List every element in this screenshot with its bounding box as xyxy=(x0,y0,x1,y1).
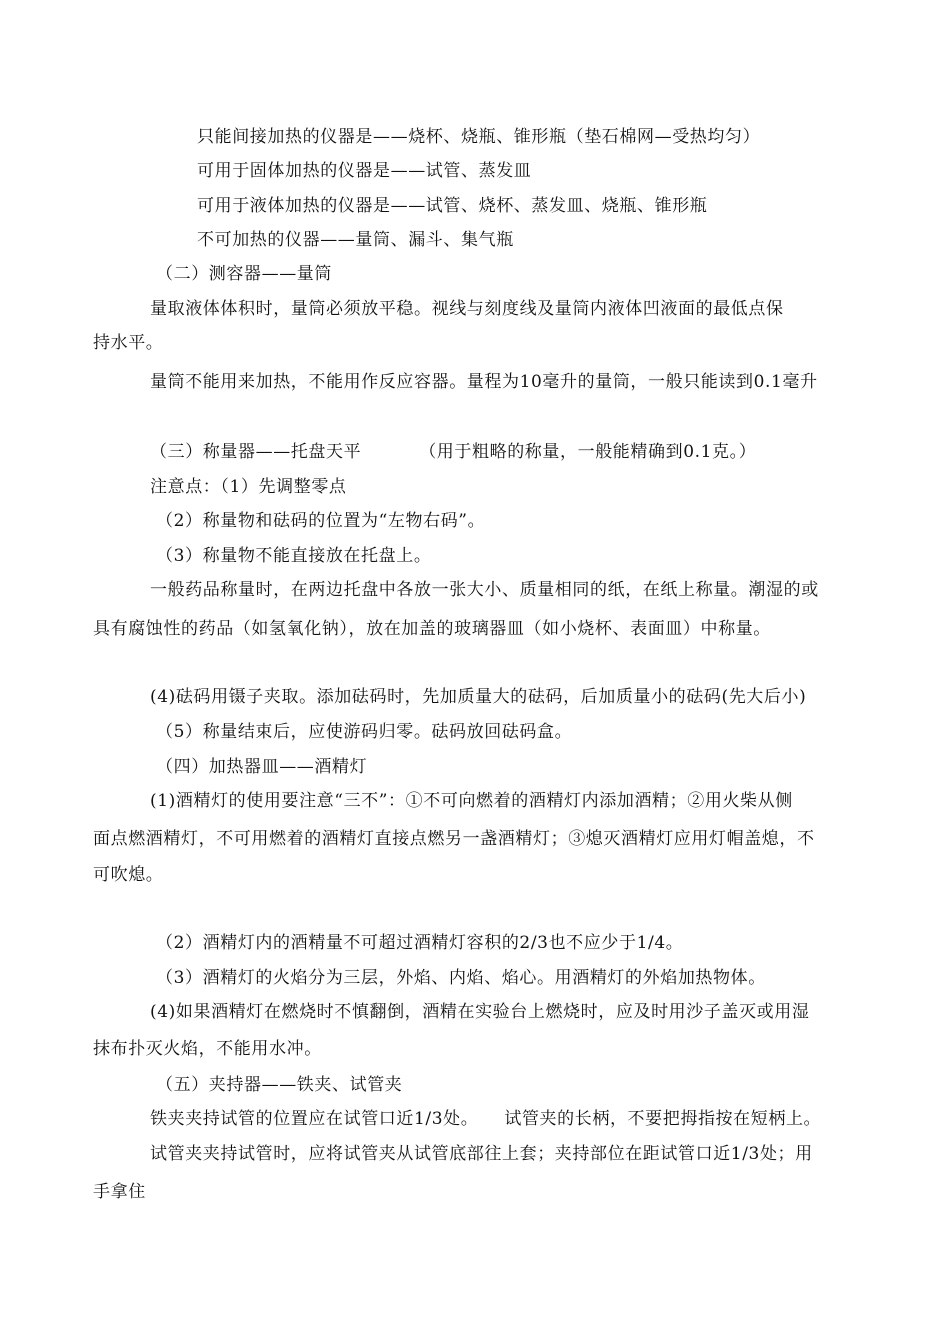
text-line: 面点燃酒精灯，不可用燃着的酒精灯直接点燃另一盏酒精灯；③熄灭酒精灯应用灯帽盖熄，不 xyxy=(93,829,815,849)
text-line: （3）酒精灯的火焰分为三层，外焰、内焰、焰心。用酒精灯的外焰加热物体。 xyxy=(156,968,766,988)
section-heading xyxy=(150,442,756,462)
text-line: （5）称量结束后，应使游码归零。砝码放回砝码盒。 xyxy=(156,722,573,742)
section-heading: （五）夹持器——铁夹、试管夹 xyxy=(156,1075,403,1095)
text-line: 试管夹夹持试管时，应将试管夹从试管底部往上套；夹持部位在距试管口近1/3处；用 xyxy=(150,1144,813,1164)
text-line: 可吹熄。 xyxy=(93,865,164,885)
text-line: 一般药品称量时，在两边托盘中各放一张大小、质量相同的纸，在纸上称量。潮湿的或 xyxy=(150,580,819,600)
text-line: 量取液体体积时，量筒必须放平稳。视线与刻度线及量筒内液体凹液面的最低点保 xyxy=(150,299,784,319)
text-line: （2）酒精灯内的酒精量不可超过酒精灯容积的2/3也不应少于1/4。 xyxy=(156,933,684,953)
text-line: (4)如果酒精灯在燃烧时不慎翻倒，酒精在实验台上燃烧时，应及时用沙子盖灭或用湿 xyxy=(150,1002,810,1022)
text-line: 量筒不能用来加热，不能用作反应容器。量程为10毫升的量筒，一般只能读到0.1毫升 xyxy=(150,372,818,392)
text-line: 持水平。 xyxy=(93,333,164,353)
text-line: 注意点：（1）先调整零点 xyxy=(150,477,347,497)
section-note: （用于粗略的称量，一般能精确到0.1克。） xyxy=(419,442,757,462)
text-line: 手拿住 xyxy=(93,1182,146,1202)
section-heading: （二）测容器——量筒 xyxy=(156,264,332,284)
text-line xyxy=(150,1109,821,1129)
text-line: 具有腐蚀性的药品（如氢氧化钠），放在加盖的玻璃器皿（如小烧杯、表面皿）中称量。 xyxy=(93,619,771,639)
text-line: 可用于液体加热的仪器是——试管、烧杯、蒸发皿、烧瓶、锥形瓶 xyxy=(197,196,708,216)
text-segment: 试管夹的长柄，不要把拇指按在短柄上。 xyxy=(504,1109,822,1129)
text-segment: 铁夹夹持试管的位置应在试管口近1/3处。 xyxy=(150,1109,479,1129)
text-line: （3）称量物不能直接放在托盘上。 xyxy=(156,546,432,566)
text-line: （2）称量物和砝码的位置为“左物右码”。 xyxy=(156,511,486,531)
text-line: 只能间接加热的仪器是——烧杯、烧瓶、锥形瓶（垫石棉网—受热均匀） xyxy=(197,127,761,147)
text-line: (4)砝码用镊子夹取。添加砝码时，先加质量大的砝码，后加质量小的砝码(先大后小) xyxy=(150,687,807,707)
text-line: (1)酒精灯的使用要注意“三不”：①不可向燃着的酒精灯内添加酒精；②用火柴从侧 xyxy=(150,791,793,811)
section-heading-text: （三）称量器——托盘天平 xyxy=(150,442,362,462)
text-line: 不可加热的仪器——量筒、漏斗、集气瓶 xyxy=(197,230,514,250)
text-line: 抹布扑灭火焰，不能用水冲。 xyxy=(93,1039,322,1059)
section-heading: （四）加热器皿——酒精灯 xyxy=(156,757,368,777)
text-line: 可用于固体加热的仪器是——试管、蒸发皿 xyxy=(197,161,532,181)
